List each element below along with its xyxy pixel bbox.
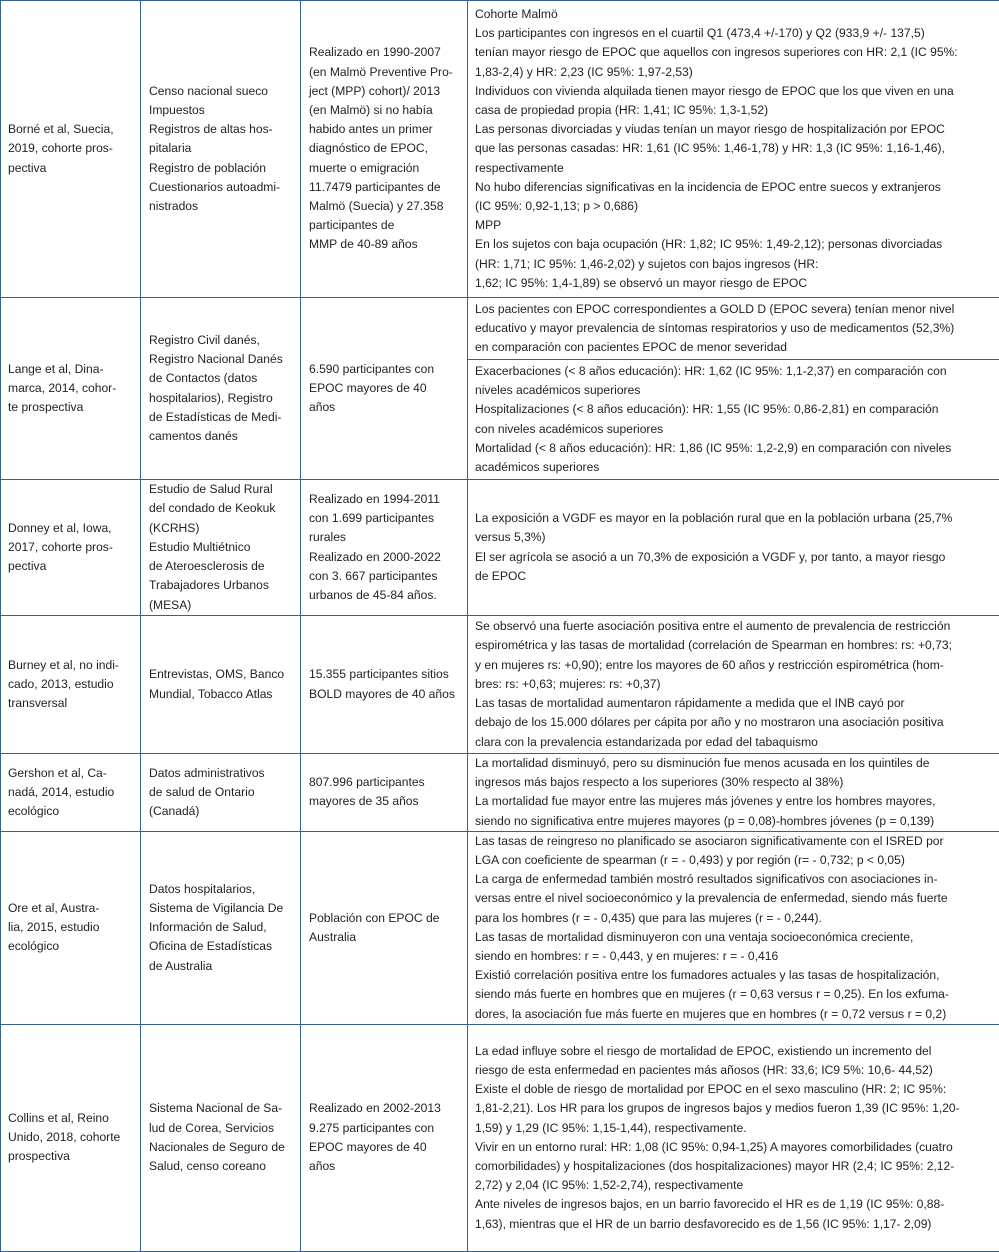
source-line: Estudio Multiétnico bbox=[149, 538, 294, 557]
results-line: Las tasas de mortalidad aumentaron rápidamente a medida que el INB cayó por bbox=[475, 694, 995, 713]
population-line: ject (MPP) cohort)/ 2013 bbox=[309, 82, 461, 101]
results-line: 1,62; IC 95%: 1,4-1,89) se observó un mayor riesgo de EPOC bbox=[475, 274, 995, 293]
source-line: Censo nacional sueco bbox=[149, 82, 294, 101]
results-line: Exacerbaciones (< 8 años educación): HR: 1,62 (IC 95%: 1,1-2,37) en comparación con bbox=[475, 362, 995, 381]
results-line: Existió correlación positiva entre los fumadores actuales y las tasas de hospitalización, bbox=[475, 966, 995, 985]
results-line: El ser agrícola se asoció a un 70,3% de exposición a VGDF y, por tanto, a mayor riesgo bbox=[475, 548, 995, 567]
source-line: Nacionales de Seguro de bbox=[149, 1138, 294, 1157]
study-line: marca, 2014, cohor- bbox=[8, 379, 134, 398]
study-cell bbox=[1, 480, 141, 616]
results-line: La mortalidad disminuyó, pero su disminución fue menos acusada en los quintiles de bbox=[475, 754, 995, 773]
source-line: de Contactos (datos bbox=[149, 369, 294, 388]
population-cell bbox=[301, 754, 468, 832]
source-cell bbox=[141, 831, 301, 1024]
results-line: para los hombres (r = - 0,435) que para las mujeres (r = - 0,244). bbox=[475, 909, 995, 928]
results-line: La carga de enfermedad también mostró resultados significativos con asociaciones in- bbox=[475, 870, 995, 889]
population-line: Realizado en 2002-2013 bbox=[309, 1099, 461, 1118]
population-line: (en Malmö Preventive Pro- bbox=[309, 63, 461, 82]
results-line: en comparación con pacientes EPOC de menor severidad bbox=[475, 338, 995, 357]
results-line: niveles académicos superiores bbox=[475, 381, 995, 400]
results-line: 1,59) y 1,29 (IC 95%: 1,15-1,44), respectivamente. bbox=[475, 1119, 995, 1138]
source-line: Registros de altas hos- bbox=[149, 120, 294, 139]
source-line: Registro Civil danés, bbox=[149, 331, 294, 350]
results-line: versas entre el nivel socioeconómico y la prevalencia de enfermedad, siendo más fuerte bbox=[475, 889, 995, 908]
study-line: transversal bbox=[8, 694, 134, 713]
source-cell bbox=[141, 1, 301, 298]
results-line: La edad influye sobre el riesgo de mortalidad de EPOC, existiendo un incremento del bbox=[475, 1042, 995, 1061]
source-line: de Estadísticas de Medi- bbox=[149, 408, 294, 427]
results-cell bbox=[468, 480, 999, 616]
study-line: nadá, 2014, estudio bbox=[8, 783, 134, 802]
source-line: (Canadá) bbox=[149, 802, 294, 821]
source-line: Sistema Nacional de Sa- bbox=[149, 1099, 294, 1118]
population-line: MMP de 40-89 años bbox=[309, 235, 461, 254]
population-cell bbox=[301, 298, 468, 480]
source-line: de Ateroesclerosis de bbox=[149, 557, 294, 576]
population-line: 11.7479 participantes de bbox=[309, 178, 461, 197]
results-line: debajo de los 15.000 dólares per cápita por año y no mostraron una asociación positiva bbox=[475, 713, 995, 732]
population-line: muerte o emigración bbox=[309, 159, 461, 178]
results-line: académicos superiores bbox=[475, 458, 995, 477]
results-line: Cohorte Malmö bbox=[475, 5, 995, 24]
study-line: lia, 2015, estudio bbox=[8, 918, 134, 937]
source-line: nistrados bbox=[149, 197, 294, 216]
results-line: (HR: 1,71; IC 95%: 1,46-2,02) y sujetos con bajos ingresos (HR: bbox=[475, 255, 995, 274]
source-line: Información de Salud, bbox=[149, 918, 294, 937]
population-line: habido antes un primer bbox=[309, 120, 461, 139]
population-cell bbox=[301, 1, 468, 298]
results-line: que las personas casadas: HR: 1,61 (IC 95%: 1,46-1,78) y HR: 1,3 (IC 95%: 1,16-1,46), bbox=[475, 139, 995, 158]
results-line: 1,81-2,21). Los HR para los grupos de ingresos bajos y medios fueron 1,39 (IC 95%: 1,20- bbox=[475, 1099, 995, 1118]
study-line: Ore et al, Austra- bbox=[8, 899, 134, 918]
population-line: EPOC mayores de 40 bbox=[309, 379, 461, 398]
source-line: Mundial, Tobacco Atlas bbox=[149, 685, 294, 704]
results-line: casa de propiedad propia (HR: 1,41; IC 95%: 1,3-1,52) bbox=[475, 101, 995, 120]
study-line: te prospectiva bbox=[8, 398, 134, 417]
study-line: Donney et al, Iowa, bbox=[8, 519, 134, 538]
study-line: 2017, cohorte pros- bbox=[8, 538, 134, 557]
study-line: pectiva bbox=[8, 159, 134, 178]
population-line: con 3. 667 participantes bbox=[309, 567, 461, 586]
results-line: clara con la prevalencia estandarizada por edad del tabaquismo bbox=[475, 733, 995, 752]
study-line: 2019, cohorte pros- bbox=[8, 139, 134, 158]
population-line: Malmö (Suecia) y 27.358 bbox=[309, 197, 461, 216]
study-cell bbox=[1, 616, 141, 754]
population-line: con 1.699 participantes bbox=[309, 509, 461, 528]
source-line: Trabajadores Urbanos bbox=[149, 576, 294, 595]
source-cell bbox=[141, 616, 301, 754]
results-cell bbox=[468, 298, 999, 360]
study-line: ecológico bbox=[8, 802, 134, 821]
study-line: cado, 2013, estudio bbox=[8, 675, 134, 694]
study-cell bbox=[1, 831, 141, 1024]
results-line: En los sujetos con baja ocupación (HR: 1,82; IC 95%: 1,49-2,12); personas divorciadas bbox=[475, 235, 995, 254]
results-cell bbox=[468, 360, 999, 480]
population-line: Australia bbox=[309, 928, 461, 947]
results-line: La mortalidad fue mayor entre las mujeres más jóvenes y entre los hombres mayores, bbox=[475, 792, 995, 811]
study-cell bbox=[1, 1, 141, 298]
results-line: 1,63), mientras que el HR de un barrio desfavorecido es de 1,56 (IC 95%: 1,17- 2,09) bbox=[475, 1215, 995, 1234]
results-cell bbox=[468, 754, 999, 832]
results-line: de EPOC bbox=[475, 567, 995, 586]
study-cell bbox=[1, 754, 141, 832]
results-line: siendo no significativa entre mujeres mayores (p = 0,08)-hombres jóvenes (p = 0,139) bbox=[475, 812, 995, 831]
population-cell bbox=[301, 480, 468, 616]
results-line: Las personas divorciadas y viudas tenían un mayor riesgo de hospitalización por EPOC bbox=[475, 120, 995, 139]
population-line: Población con EPOC de bbox=[309, 909, 461, 928]
results-line: Mortalidad (< 8 años educación): HR: 1,86 (IC 95%: 1,2-2,9) en comparación con niveles bbox=[475, 439, 995, 458]
source-line: de salud de Ontario bbox=[149, 783, 294, 802]
table-row bbox=[1, 616, 999, 754]
results-line: siendo más fuerte en hombres que en mujeres (r = 0,63 versus r = 0,25). En los exfuma- bbox=[475, 985, 995, 1004]
table-row bbox=[1, 1, 999, 298]
results-line: (IC 95%: 0,92-1,13; p > 0,686) bbox=[475, 197, 995, 216]
source-cell bbox=[141, 480, 301, 616]
results-line: tenían mayor riesgo de EPOC que aquellos con ingresos superiores con HR: 2,1 (IC 95%: bbox=[475, 43, 995, 62]
source-line: Datos hospitalarios, bbox=[149, 880, 294, 899]
table-row bbox=[1, 298, 999, 360]
population-line: rurales bbox=[309, 528, 461, 547]
study-line: Borné et al, Suecia, bbox=[8, 120, 134, 139]
population-line: urbanos de 45-84 años. bbox=[309, 586, 461, 605]
population-line: diagnóstico de EPOC, bbox=[309, 139, 461, 158]
results-line: bres: rs: +0,63; mujeres: rs: +0,37) bbox=[475, 675, 995, 694]
results-line: Las tasas de reingreso no planificado se asociaron significativamente con el ISRED por bbox=[475, 832, 995, 851]
source-line: Cuestionarios autoadmi- bbox=[149, 178, 294, 197]
source-line: camentos danés bbox=[149, 427, 294, 446]
studies-table-body bbox=[1, 1, 999, 1252]
results-line: y en mujeres rs: +0,90); entre los mayores de 60 años y restricción espirométrica (hom- bbox=[475, 656, 995, 675]
results-line: Los participantes con ingresos en el cuartil Q1 (473,4 +/-170) y Q2 (933,9 +/- 137,5) bbox=[475, 24, 995, 43]
results-line: Hospitalizaciones (< 8 años educación): HR: 1,55 (IC 95%: 0,86-2,81) en comparación bbox=[475, 400, 995, 419]
results-line: Los pacientes con EPOC correspondientes a GOLD D (EPOC severa) tenían menor nivel bbox=[475, 300, 995, 319]
results-line: La exposición a VGDF es mayor en la población rural que en la población urbana (25,7% bbox=[475, 509, 995, 528]
results-line: Vivir en un entorno rural: HR: 1,08 (IC 95%: 0,94-1,25) A mayores comorbilidades (cuatro bbox=[475, 1138, 995, 1157]
population-line: mayores de 35 años bbox=[309, 792, 461, 811]
results-cell bbox=[468, 831, 999, 1024]
results-cell bbox=[468, 1, 999, 298]
study-line: Gershon et al, Ca- bbox=[8, 764, 134, 783]
results-line: MPP bbox=[475, 216, 995, 235]
study-line: Collins et al, Reino bbox=[8, 1109, 134, 1128]
source-line: Impuestos bbox=[149, 101, 294, 120]
source-line: pitalaria bbox=[149, 139, 294, 158]
source-line: Entrevistas, OMS, Banco bbox=[149, 665, 294, 684]
table-row bbox=[1, 754, 999, 832]
study-line: pectiva bbox=[8, 557, 134, 576]
population-line: Realizado en 1990-2007 bbox=[309, 43, 461, 62]
source-line: Datos administrativos bbox=[149, 764, 294, 783]
table-row bbox=[1, 480, 999, 616]
results-line: No hubo diferencias significativas en la incidencia de EPOC entre suecos y extranjeros bbox=[475, 178, 995, 197]
study-line: Lange et al, Dina- bbox=[8, 360, 134, 379]
study-line: prospectiva bbox=[8, 1147, 134, 1166]
table-row bbox=[1, 1024, 999, 1251]
results-line: 1,83-2,4) y HR: 2,23 (IC 95%: 1,97-2,53) bbox=[475, 63, 995, 82]
source-cell bbox=[141, 1024, 301, 1251]
study-line: ecológico bbox=[8, 937, 134, 956]
source-line: (KCRHS) bbox=[149, 519, 294, 538]
source-cell bbox=[141, 298, 301, 480]
source-line: Estudio de Salud Rural bbox=[149, 480, 294, 499]
source-line: Sistema de Vigilancia De bbox=[149, 899, 294, 918]
results-line: educativo y mayor prevalencia de síntomas respiratorios y uso de medicamentos (52,3%) bbox=[475, 319, 995, 338]
population-line: años bbox=[309, 398, 461, 417]
results-cell bbox=[468, 1024, 999, 1251]
population-cell bbox=[301, 1024, 468, 1251]
study-cell bbox=[1, 1024, 141, 1251]
population-cell bbox=[301, 616, 468, 754]
source-line: Salud, censo coreano bbox=[149, 1157, 294, 1176]
source-line: Registro Nacional Danés bbox=[149, 350, 294, 369]
source-line: Registro de población bbox=[149, 159, 294, 178]
results-line: Ante niveles de ingresos bajos, en un barrio favorecido el HR es de 1,19 (IC 95%: 0,88- bbox=[475, 1195, 995, 1214]
population-line: Realizado en 2000-2022 bbox=[309, 548, 461, 567]
population-line: BOLD mayores de 40 años bbox=[309, 685, 461, 704]
population-line: EPOC mayores de 40 bbox=[309, 1138, 461, 1157]
population-line: (en Malmö) si no había bbox=[309, 101, 461, 120]
results-line: con niveles académicos superiores bbox=[475, 420, 995, 439]
population-line: 9.275 participantes con bbox=[309, 1119, 461, 1138]
results-line: riesgo de esta enfermedad en pacientes más añosos (HR: 33,6; IC9 5%: 10,6- 44,52) bbox=[475, 1061, 995, 1080]
results-line: Se observó una fuerte asociación positiva entre el aumento de prevalencia de restricción bbox=[475, 617, 995, 636]
source-line: (MESA) bbox=[149, 596, 294, 615]
source-line: hospitalarios), Registro bbox=[149, 389, 294, 408]
population-cell bbox=[301, 831, 468, 1024]
results-line: dores, la asociación fue más fuerte en mujeres que en hombres (r = 0,72 versus r = 0,2) bbox=[475, 1005, 995, 1024]
population-line: 6.590 participantes con bbox=[309, 360, 461, 379]
results-line: 2,72) y 2,04 (IC 95%: 1,52-2,74), respectivamente bbox=[475, 1176, 995, 1195]
results-line: Existe el doble de riesgo de mortalidad por EPOC en el sexo masculino (HR: 2; IC 95%: bbox=[475, 1080, 995, 1099]
results-cell bbox=[468, 616, 999, 754]
source-cell bbox=[141, 754, 301, 832]
study-cell bbox=[1, 298, 141, 480]
source-line: del condado de Keokuk bbox=[149, 499, 294, 518]
population-line: 807.996 participantes bbox=[309, 773, 461, 792]
results-line: ingresos más bajos respecto a los superiores (30% respecto al 38%) bbox=[475, 773, 995, 792]
results-line: espirométrica y las tasas de mortalidad (correlación de Spearman en hombres: rs: +0,73; bbox=[475, 636, 995, 655]
source-line: lud de Corea, Servicios bbox=[149, 1119, 294, 1138]
population-line: participantes de bbox=[309, 216, 461, 235]
source-line: de Australia bbox=[149, 957, 294, 976]
results-line: siendo en hombres: r = - 0,443, y en mujeres: r = - 0,416 bbox=[475, 947, 995, 966]
results-line: versus 5,3%) bbox=[475, 528, 995, 547]
table-row bbox=[1, 831, 999, 1024]
results-line: respectivamente bbox=[475, 159, 995, 178]
population-line: años bbox=[309, 1157, 461, 1176]
source-line: Oficina de Estadísticas bbox=[149, 937, 294, 956]
results-line: LGA con coeficiente de spearman (r = - 0,493) y por región (r= - 0,732; p < 0,05) bbox=[475, 851, 995, 870]
study-line: Burney et al, no indi- bbox=[8, 656, 134, 675]
population-line: Realizado en 1994-2011 bbox=[309, 490, 461, 509]
population-line: 15.355 participantes sitios bbox=[309, 665, 461, 684]
results-line: Las tasas de mortalidad disminuyeron con una ventaja socioeconómica creciente, bbox=[475, 928, 995, 947]
results-line: Individuos con vivienda alquilada tienen mayor riesgo de EPOC que los que viven en una bbox=[475, 82, 995, 101]
results-line: comorbilidades) y hospitalizaciones (dos hospitalizaciones) mayor HR (2,4; IC 95%: 2,12- bbox=[475, 1157, 995, 1176]
study-line: Unido, 2018, cohorte bbox=[8, 1128, 134, 1147]
